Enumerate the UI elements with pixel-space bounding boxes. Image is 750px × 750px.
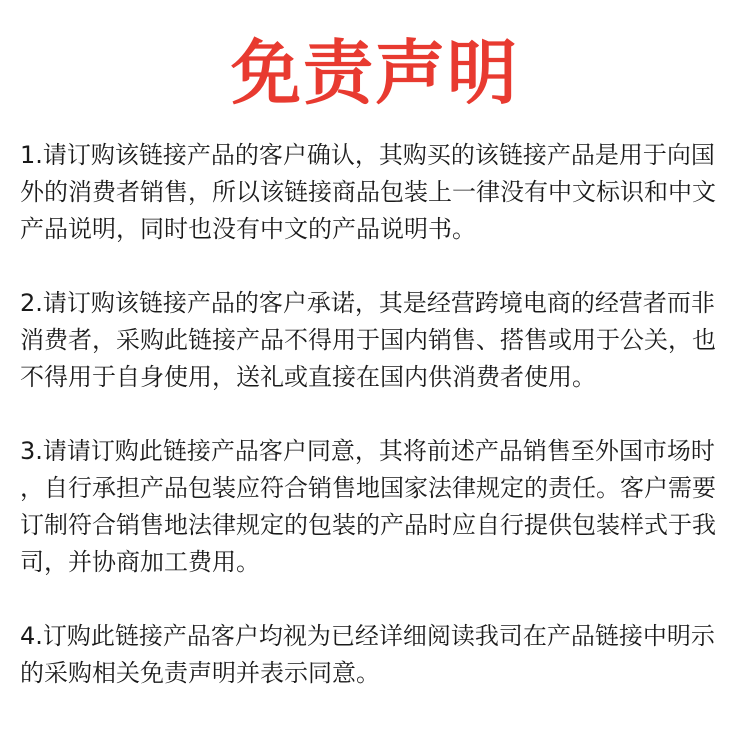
paragraph-line: 司，并协商加工费用。 <box>20 548 260 576</box>
paragraph-line: 外的消费者销售，所以该链接商品包装上一律没有中文标识和中文 <box>20 178 716 206</box>
paragraph-line: 消费者，采购此链接产品不得用于国内销售、搭售或用于公关，也 <box>20 326 716 354</box>
paragraph-line: 不得用于自身使用，送礼或直接在国内供消费者使用。 <box>20 363 596 391</box>
paragraph-line: 订制符合销售地法律规定的包装的产品时应自行提供包装样式于我 <box>20 511 716 539</box>
paragraph-line: 1.请订购该链接产品的客户确认，其购买的该链接产品是用于向国 <box>20 141 715 169</box>
paragraph-line: 产品说明，同时也没有中文的产品说明书。 <box>20 215 476 243</box>
disclaimer-paragraph-1 <box>20 137 738 248</box>
paragraph-line: 4.订购此链接产品客户均视为已经详细阅读我司在产品链接中明示 <box>20 622 715 650</box>
page-title: 免责声明 <box>231 32 519 114</box>
disclaimer-paragraph-4 <box>20 618 738 692</box>
disclaimer-paragraph-2 <box>20 285 738 396</box>
disclaimer-paragraph-3 <box>20 433 738 581</box>
paragraph-line: ，自行承担产品包装应符合销售地国家法律规定的责任。客户需要 <box>20 474 716 502</box>
disclaimer-body <box>20 137 738 692</box>
paragraph-line: 的采购相关免责声明并表示同意。 <box>20 659 380 687</box>
paragraph-line: 2.请订购该链接产品的客户承诺，其是经营跨境电商的经营者而非 <box>20 289 715 317</box>
paragraph-line: 3.请请订购此链接产品客户同意，其将前述产品销售至外国市场时 <box>20 437 715 465</box>
